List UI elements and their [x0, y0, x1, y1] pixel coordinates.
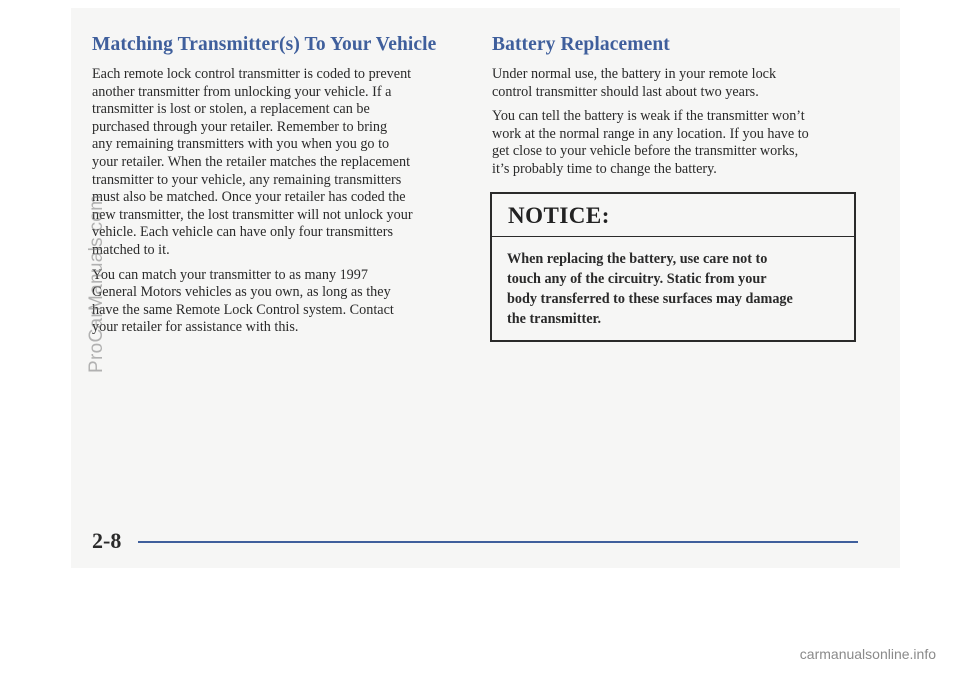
text-line: vehicle. Each vehicle can have only four transmitters: [92, 224, 393, 241]
text-line: transmitter is lost or stolen, a replacement can be: [92, 101, 370, 118]
text-line: any remaining transmitters with you when you go to: [92, 136, 390, 153]
text-line: matched to it.: [92, 241, 170, 258]
text-line: your retailer. When the retailer matches the replacement: [92, 153, 411, 170]
matching-paragraph-1: [92, 66, 462, 260]
matching-paragraph-2: [92, 267, 462, 337]
text-line: purchased through your retailer. Remember to bring: [92, 118, 388, 135]
text-line: Each remote lock control transmitter is coded to prevent: [92, 66, 412, 82]
left-column: [92, 66, 462, 337]
paragraph-gap: [92, 260, 462, 267]
text-line: General Motors vehicles as you own, as long as they: [92, 284, 391, 301]
text-line: work at the normal range in any location. If you have to: [492, 125, 809, 142]
text-line: get close to your vehicle before the transmitter works,: [492, 143, 799, 160]
page-number: 2-8: [92, 528, 122, 553]
notice-title: NOTICE:: [492, 194, 854, 237]
paragraph-gap: [492, 101, 862, 108]
heading-battery-replacement: Battery Replacement: [492, 34, 670, 55]
battery-paragraph-1: [492, 66, 862, 101]
notice-line: the transmitter.: [507, 311, 602, 327]
notice-line: touch any of the circuitry. Static from your: [507, 271, 767, 287]
footer-rule: [138, 541, 858, 543]
text-line: new transmitter, the lost transmitter will not unlock your: [92, 206, 413, 223]
text-line: it’s probably time to change the battery.: [492, 160, 717, 177]
text-line: transmitter to your vehicle, any remaining transmitters: [92, 171, 402, 188]
right-column: [492, 66, 862, 179]
text-line: your retailer for assistance with this.: [92, 319, 299, 336]
side-watermark: ProCarManuals.com: [86, 194, 107, 373]
site-watermark: carmanualsonline.info: [799, 646, 936, 662]
text-line: have the same Remote Lock Control system. Contact: [92, 301, 394, 318]
battery-paragraph-2: [492, 108, 862, 178]
text-line: must also be matched. Once your retailer has coded the: [92, 189, 406, 206]
notice-line: When replacing the battery, use care not to: [507, 251, 768, 267]
notice-body: [492, 237, 854, 329]
text-line: another transmitter from unlocking your vehicle. If a: [92, 83, 392, 100]
notice-line: body transferred to these surfaces may damage: [507, 291, 793, 307]
notice-box: [490, 192, 856, 342]
heading-matching-transmitters: Matching Transmitter(s) To Your Vehicle: [92, 34, 437, 55]
text-line: control transmitter should last about two years.: [492, 83, 759, 100]
text-line: Under normal use, the battery in your remote lock: [492, 66, 777, 82]
text-line: You can tell the battery is weak if the transmitter won’t: [492, 108, 805, 125]
text-line: You can match your transmitter to as many 1997: [92, 266, 368, 283]
